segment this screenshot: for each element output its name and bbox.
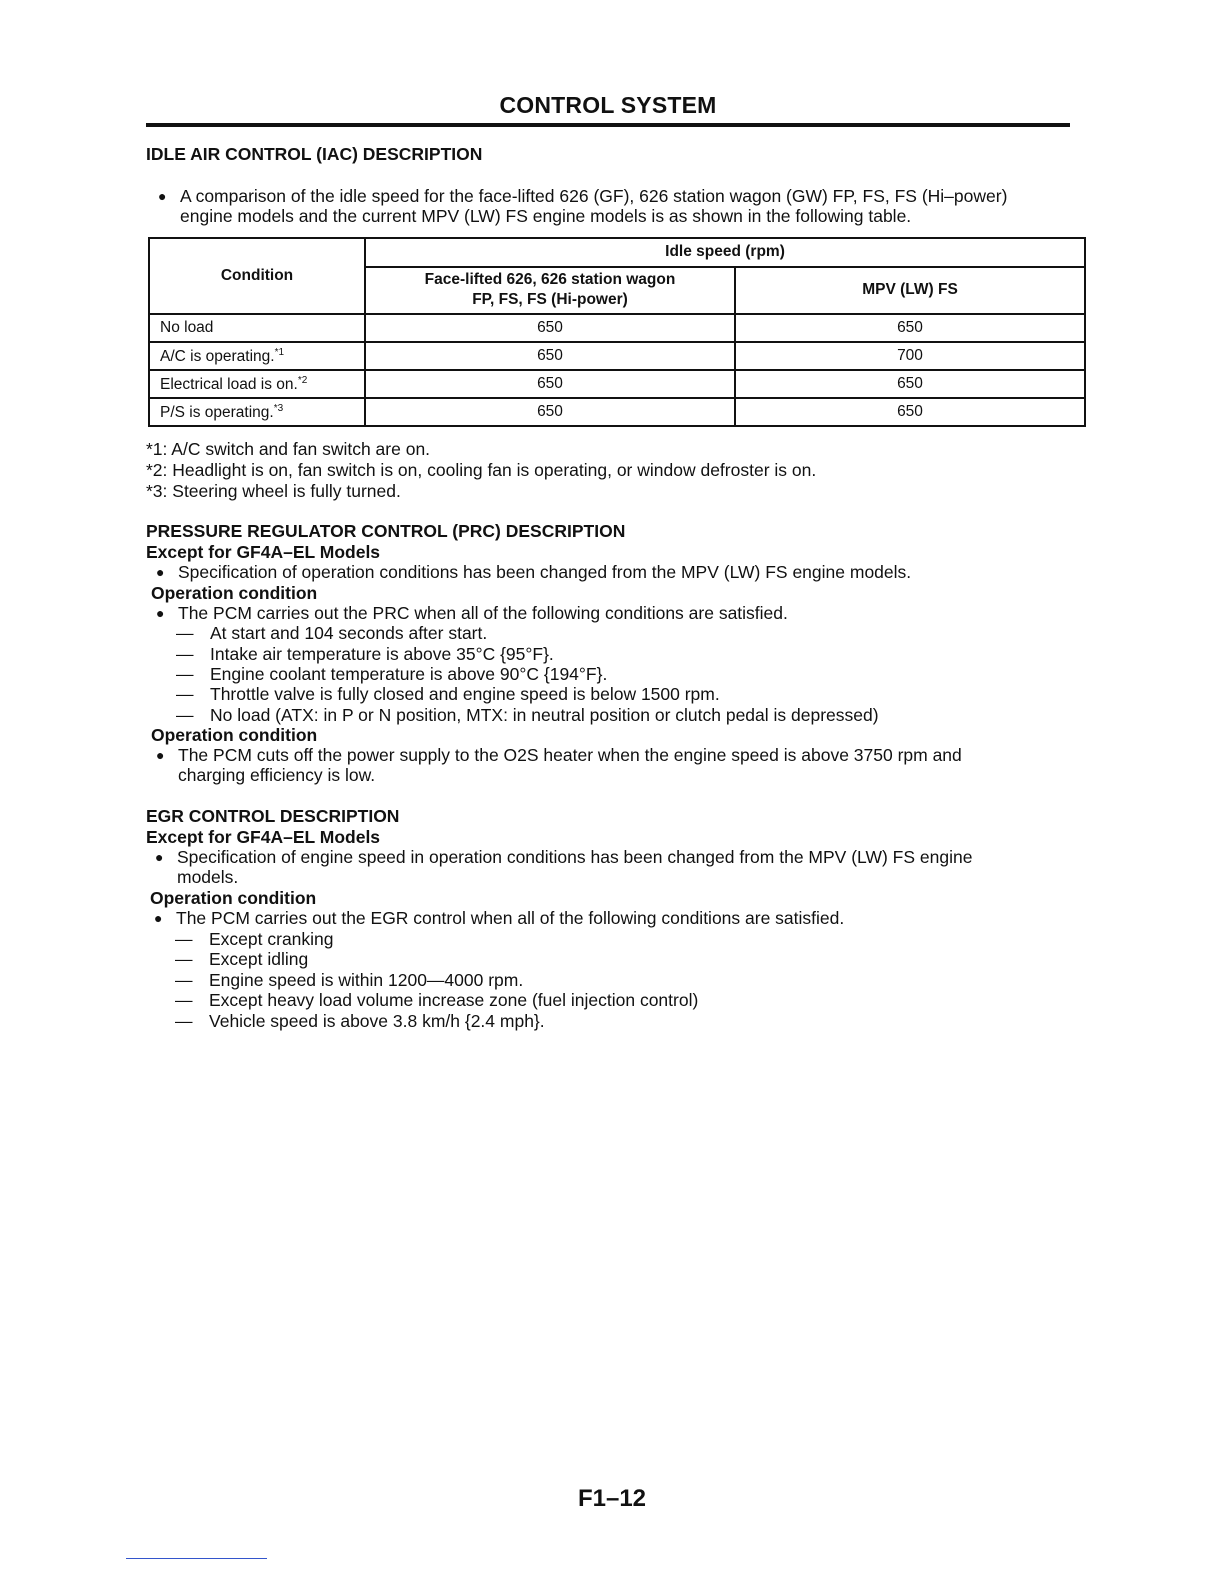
dash-icon: — (175, 929, 193, 949)
bullet-dot-icon: ● (155, 849, 164, 865)
prc-condition-item (176, 623, 488, 644)
egr-condition-text: Except heavy load volume increase zone (fuel injection control) (209, 990, 699, 1010)
iac-section-title: IDLE AIR CONTROL (IAC) DESCRIPTION (146, 144, 483, 164)
condition-text: No load (160, 319, 214, 336)
prc-operation-bullet-1 (156, 603, 788, 623)
col-header-facelift-line-2: FP, FS, FS (Hi-power) (472, 291, 628, 309)
table-row (149, 370, 1085, 398)
bottom-rule (126, 1558, 267, 1559)
iac-intro-bullet (158, 186, 1008, 226)
condition-text: Electrical load is on. (160, 375, 298, 393)
footnote-3: *3: Steering wheel is fully turned. (146, 481, 401, 501)
bullet-dot-icon: ● (158, 188, 167, 204)
egr-operation-bullet (154, 908, 845, 928)
dash-icon: — (176, 664, 194, 684)
egr-operation-heading: Operation condition (150, 888, 317, 908)
col-header-facelift (365, 267, 735, 314)
egr-condition-item (175, 929, 334, 950)
bullet-dot-icon: ● (156, 564, 165, 580)
col-header-condition: Condition (149, 238, 365, 314)
egr-spec-line-2: models. (177, 867, 239, 887)
egr-condition-text: Except cranking (209, 929, 334, 949)
egr-subtitle: Except for GF4A–EL Models (146, 827, 381, 847)
header-rule (146, 123, 1070, 127)
prc-operation-text-1: The PCM carries out the PRC when all of the following conditions are satisfied. (178, 603, 788, 623)
prc-operation-text-2-line-1: The PCM cuts off the power supply to the O2S heater when the engine speed is above 3750 rpm and (178, 745, 962, 765)
dash-icon: — (176, 623, 194, 643)
row-mpv-value: 650 (735, 398, 1085, 426)
table-row (149, 314, 1085, 342)
prc-spec-text: Specification of operation conditions has been changed from the MPV (LW) FS engine models. (178, 562, 912, 582)
prc-condition-text: No load (ATX: in P or N position, MTX: in neutral position or clutch pedal is depressed) (210, 705, 879, 725)
row-facelift-value: 650 (365, 342, 735, 370)
egr-condition-text: Engine speed is within 1200—4000 rpm. (209, 970, 524, 990)
dash-icon: — (175, 970, 193, 990)
row-condition (149, 314, 365, 342)
dash-icon: — (175, 949, 193, 969)
prc-spec-bullet (156, 562, 912, 582)
bullet-dot-icon: ● (156, 605, 165, 621)
row-mpv-value: 700 (735, 342, 1085, 370)
prc-condition-text: Engine coolant temperature is above 90°C {194°F}. (210, 664, 608, 684)
dash-icon: — (176, 684, 194, 704)
row-condition (149, 370, 365, 398)
egr-spec-bullet (155, 847, 973, 887)
iac-intro-line-1: A comparison of the idle speed for the face-lifted 626 (GF), 626 station wagon (GW) FP, FS, FS (Hi–power) (180, 186, 1008, 206)
condition-text: P/S is operating. (160, 403, 274, 421)
table-row (149, 342, 1085, 370)
footnote-ref: *3 (273, 402, 284, 414)
prc-condition-item (176, 664, 608, 685)
footnote-2: *2: Headlight is on, fan switch is on, cooling fan is operating, or window defroster is on. (146, 460, 817, 480)
egr-condition-item (175, 970, 524, 991)
footnote-1: *1: A/C switch and fan switch are on. (146, 439, 431, 459)
page-title: CONTROL SYSTEM (499, 92, 717, 118)
egr-condition-text: Vehicle speed is above 3.8 km/h {2.4 mph}. (209, 1011, 545, 1031)
bullet-dot-icon: ● (154, 910, 163, 926)
col-header-facelift-line-1: Face-lifted 626, 626 station wagon (424, 271, 676, 289)
egr-condition-item (175, 1011, 545, 1032)
page-number: F1–12 (577, 1485, 647, 1512)
dash-icon: — (176, 644, 194, 664)
dash-icon: — (175, 990, 193, 1010)
prc-condition-item (176, 705, 879, 726)
egr-condition-item (175, 990, 699, 1011)
prc-condition-text: Intake air temperature is above 35°C {95°F}. (210, 644, 554, 664)
prc-condition-item (176, 684, 720, 705)
prc-condition-text: Throttle valve is fully closed and engine speed is below 1500 rpm. (210, 684, 720, 704)
idle-speed-table (148, 237, 1086, 427)
condition-text: A/C is operating. (160, 347, 275, 365)
row-condition (149, 398, 365, 426)
table-row (149, 398, 1085, 426)
dash-icon: — (176, 705, 194, 725)
footnote-ref: *1 (274, 346, 285, 358)
prc-operation-heading-2: Operation condition (151, 725, 318, 745)
prc-operation-bullet-2 (156, 745, 962, 785)
row-mpv-value: 650 (735, 370, 1085, 398)
egr-condition-text: Except idling (209, 949, 309, 969)
row-mpv-value: 650 (735, 314, 1085, 342)
dash-icon: — (175, 1011, 193, 1031)
row-condition (149, 342, 365, 370)
bullet-dot-icon: ● (156, 747, 165, 763)
iac-intro-line-2: engine models and the current MPV (LW) FS engine models is as shown in the following table. (180, 206, 912, 226)
row-facelift-value: 650 (365, 370, 735, 398)
prc-condition-text: At start and 104 seconds after start. (210, 623, 488, 643)
row-facelift-value: 650 (365, 314, 735, 342)
prc-subtitle: Except for GF4A–EL Models (146, 542, 381, 562)
prc-section-title: PRESSURE REGULATOR CONTROL (PRC) DESCRIPTION (146, 521, 626, 541)
prc-operation-heading-1: Operation condition (151, 583, 318, 603)
col-header-idle-speed: Idle speed (rpm) (365, 238, 1085, 267)
egr-section-title: EGR CONTROL DESCRIPTION (146, 806, 400, 826)
egr-spec-line-1: Specification of engine speed in operation conditions has been changed from the MPV (LW) FS engine (177, 847, 973, 867)
row-facelift-value: 650 (365, 398, 735, 426)
egr-operation-text: The PCM carries out the EGR control when all of the following conditions are satisfied. (176, 908, 845, 928)
prc-condition-item (176, 644, 554, 665)
footnote-ref: *2 (297, 374, 308, 386)
egr-condition-item (175, 949, 309, 970)
prc-operation-text-2-line-2: charging efficiency is low. (178, 765, 376, 785)
col-header-mpv: MPV (LW) FS (735, 267, 1085, 314)
